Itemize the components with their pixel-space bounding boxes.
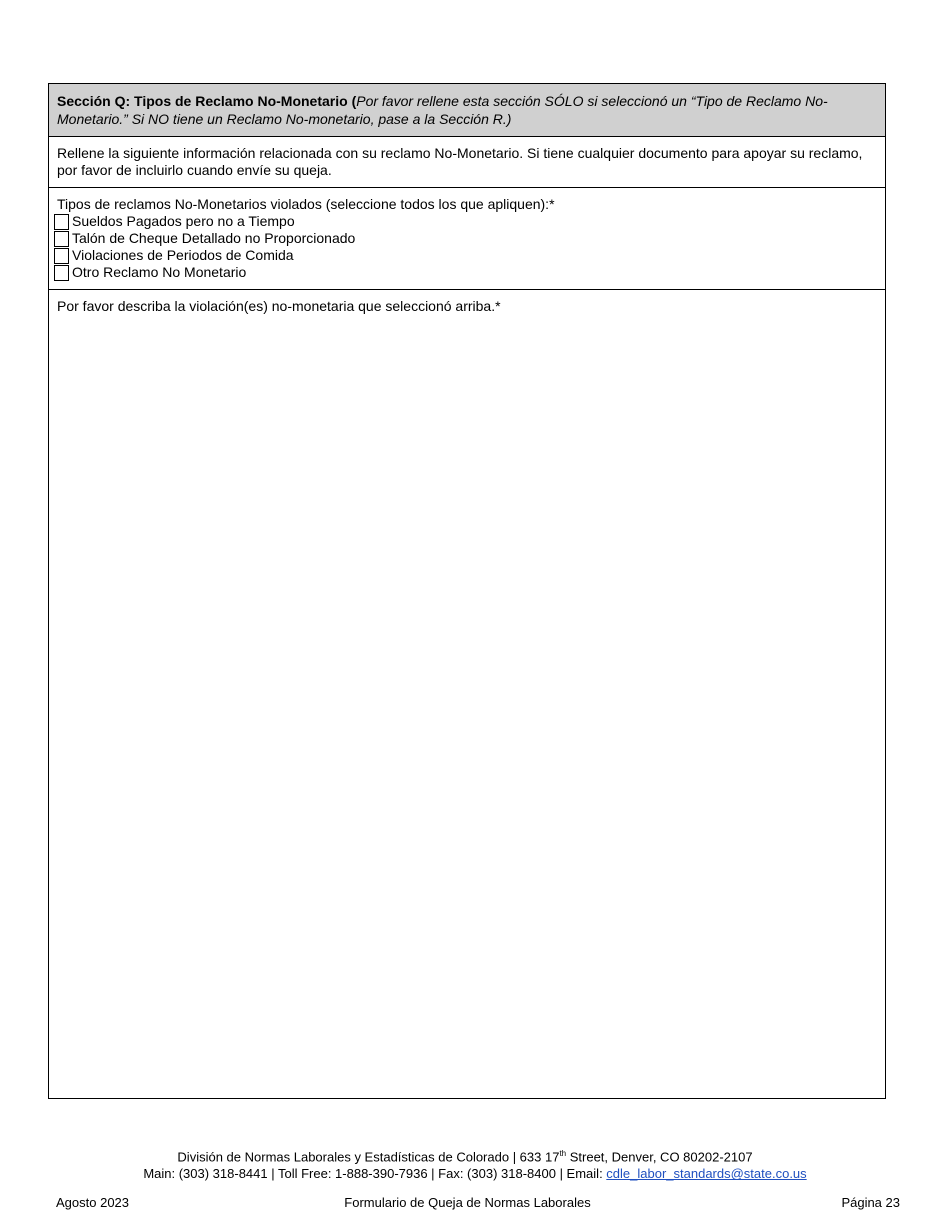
contact-line [0, 1165, 950, 1182]
non-monetary-types-group [49, 188, 885, 290]
describe-violation-field[interactable] [49, 324, 885, 1098]
address-text: División de Normas Laborales y Estadísticas de Colorado | 633 17 [177, 1149, 560, 1165]
footer-form-name: Formulario de Queja de Normas Laborales [344, 1195, 591, 1210]
option-label: Talón de Cheque Detallado no Proporcionado [72, 230, 356, 246]
checkbox[interactable] [54, 265, 69, 281]
section-q-title: Sección Q: Tipos de Reclamo No-Monetario ( [57, 93, 357, 109]
describe-violation-cell [49, 290, 885, 1098]
option-paystub-not-provided[interactable] [49, 230, 877, 247]
checkbox[interactable] [54, 248, 69, 264]
section-q-note: Por favor rellene esta sección SÓLO si seleccionó un “Tipo de Reclamo No-Monetario.” Si NO tiene un Reclamo No-monetario, pase a la Sección R.) [57, 93, 828, 127]
section-q-table [48, 83, 886, 1099]
footer-page-number: Página 23 [841, 1195, 900, 1210]
address-text-end: Street, Denver, CO 80202-2107 [566, 1149, 753, 1165]
section-q-header [49, 84, 885, 137]
option-label: Otro Reclamo No Monetario [72, 264, 247, 280]
email-link[interactable]: cdle_labor_standards@state.co.us [606, 1166, 807, 1182]
checkbox[interactable] [54, 231, 69, 247]
intro-text: Rellene la siguiente información relacionada con su reclamo No-Monetario. Si tiene cualquier documento para apoyar su reclamo, por favor de incluirlo cuando envíe su queja. [49, 137, 885, 188]
option-label: Sueldos Pagados pero no a Tiempo [72, 213, 295, 229]
non-monetary-types-label: Tipos de reclamos No-Monetarios violados (seleccione todos los que apliquen):* [57, 196, 555, 212]
describe-violation-label: Por favor describa la violación(es) no-monetaria que seleccionó arriba.* [57, 298, 501, 314]
option-other-non-monetary[interactable] [49, 264, 877, 281]
address-superscript: th [559, 1149, 567, 1158]
option-wages-late[interactable] [49, 213, 877, 230]
address-line [0, 1145, 950, 1165]
option-meal-period-violations[interactable] [49, 247, 877, 264]
footer-address [0, 1145, 950, 1182]
contact-text: Main: (303) 318-8441 | Toll Free: 1-888-390-7936 | Fax: (303) 318-8400 | Email: [143, 1166, 607, 1182]
footer-date: Agosto 2023 [56, 1195, 130, 1210]
option-label: Violaciones de Periodos de Comida [72, 247, 294, 263]
checkbox[interactable] [54, 214, 69, 230]
